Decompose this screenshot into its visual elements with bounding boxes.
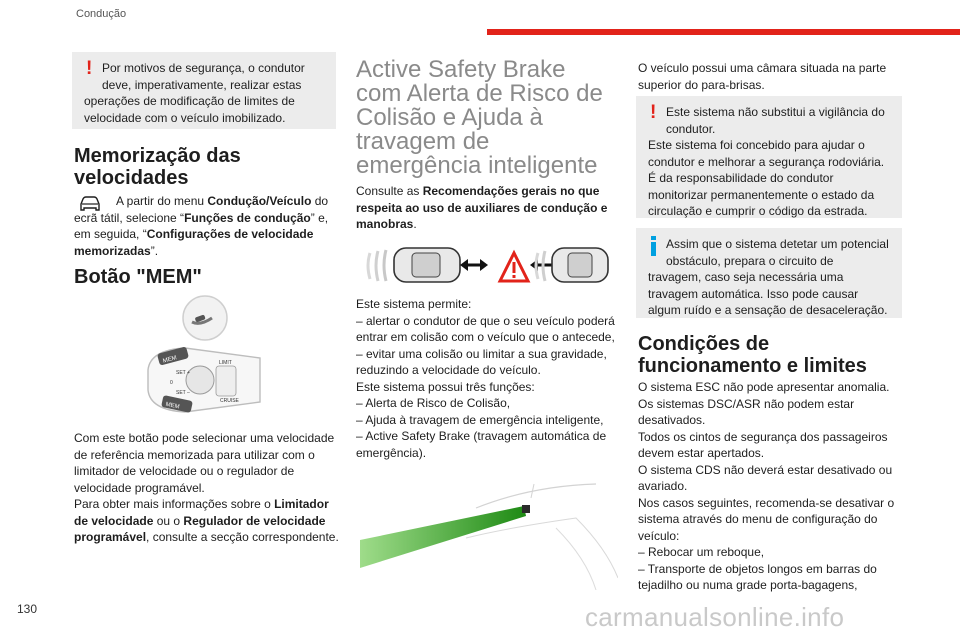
section-header: Condução	[76, 8, 127, 20]
operating-conditions-text	[638, 379, 902, 594]
info-box-braking-circuit	[636, 228, 902, 318]
section-title-active-safety-brake: Active Safety Brake com Alerta de Risco de Colisão e Ajuda à travagem de emergência inteligente	[356, 56, 603, 179]
heading-operating-conditions: Condições de funcionamento e limites	[638, 333, 867, 377]
allows-item: – evitar uma colisão ou limitar a sua gravidade, reduzindo a velocidade do veículo.	[356, 346, 607, 377]
warning-box-speed-limits	[72, 52, 336, 129]
condition-line: Nos casos seguintes, recomenda-se desativar o sistema através do menu de configuração do veículo:	[638, 495, 895, 543]
header-accent-bar	[487, 29, 960, 35]
warning-text-first: Este sistema não substitui a vigilância do condutor.	[666, 105, 885, 136]
heading-mem-button: Botão "MEM"	[74, 266, 202, 288]
stalk-label-mem-top: MEM	[162, 355, 178, 365]
info-text-first: Assim que o sistema detetar um potencial obstáculo, prepara o circuito de	[666, 237, 889, 268]
condition-line: O sistema CDS não deverá estar desativado ou avariado.	[638, 462, 893, 493]
condition-line: Os sistemas DSC/ASR não podem estar desativados.	[638, 396, 855, 427]
memorization-text: A partir do menu Condução/Veículo do ecrã tátil, selecione “Funções de condução” e, em seguida, “Configurações de velocidade memorizadas”.	[74, 194, 329, 258]
warning-icon: !	[650, 102, 657, 123]
warning-text-first: Por motivos de segurança, o condutor deve, imperativamente, realizar estas	[102, 61, 305, 92]
system-allows-text: Este sistema permite: – alertar o condutor de que o seu veículo poderá entrar em colisão com o veículo que o antecede, – evitar uma colisão ou limitar a sua gravidade, reduzindo a velocidade do veículo. Este sistema possui três funções: – Alerta de Risco de Colisão, – Ajuda à travagem de emergência inteligente, – Active Safety Brake (travagem automática de emergência).	[356, 297, 615, 460]
page-number: 130	[17, 602, 38, 616]
condition-line: O sistema ESC não pode apresentar anomalia.	[638, 380, 890, 394]
stalk-label-set-plus: SET +	[176, 370, 190, 376]
condition-line: Todos os cintos de segurança dos passageiros devem estar apertados.	[638, 429, 888, 460]
warning-icon: !	[86, 58, 93, 79]
condition-line: – Transporte de objetos longos em barras do tejadilho ou numa grade porta-bagagens,	[638, 561, 877, 592]
consult-recommendations-text: Consulte as Recomendações gerais no que respeita ao uso de auxiliares de condução e manobras.	[356, 184, 608, 231]
stalk-label-set-minus: SET –	[176, 390, 190, 396]
condition-line: – Rebocar um reboque,	[638, 545, 765, 559]
mem-button-stalk-illustration	[140, 290, 270, 430]
stalk-label-zero: 0	[170, 380, 173, 386]
collision-alert-illustration	[364, 243, 614, 287]
info-text-rest: travagem, caso seja necessária uma travagem automática. Isso pode causar algum ruído e a sensação de desaceleração.	[648, 270, 888, 317]
mem-button-text: Com este botão pode selecionar uma velocidade de referência memorizada para utilizar com o limitador de velocidade ou o regulador de velocidade programável. Para obter mais informações sobre o Limitador de velocidade ou o Regulador de velocidade programável, consulte a secção correspondente.	[74, 431, 339, 544]
info-icon	[651, 236, 656, 256]
function-item: – Ajuda à travagem de emergência inteligente,	[356, 412, 604, 427]
allows-item: – alertar o condutor de que o seu veículo poderá entrar em colisão com o veículo que o antecede,	[356, 313, 615, 344]
stalk-label-mem-bottom: MEM	[164, 401, 180, 411]
stalk-label-limit: LIMIT	[219, 360, 232, 366]
camera-location-text: O veículo possui uma câmara situada na parte superior do para-brisas.	[638, 61, 887, 92]
warning-text-rest: operações de modificação de limites de velocidade com o veículo imobilizado.	[84, 94, 295, 125]
function-item: – Active Safety Brake (travagem automática de emergência).	[356, 429, 607, 460]
windshield-camera-illustration	[356, 478, 618, 590]
warning-text-rest: Este sistema foi concebido para ajudar o condutor e melhorar a segurança rodoviária. É da responsabilidade do condutor monitorizar permanentemente o estado da circulação e cumprir o código da estrada.	[648, 138, 885, 218]
warning-box-driver-vigilance	[636, 96, 902, 218]
watermark: carmanualsonline.info	[585, 602, 845, 632]
heading-speed-memorization: Memorização das velocidades	[74, 145, 241, 189]
function-item: – Alerta de Risco de Colisão,	[356, 396, 511, 410]
stalk-label-cruise: CRUISE	[220, 398, 239, 404]
